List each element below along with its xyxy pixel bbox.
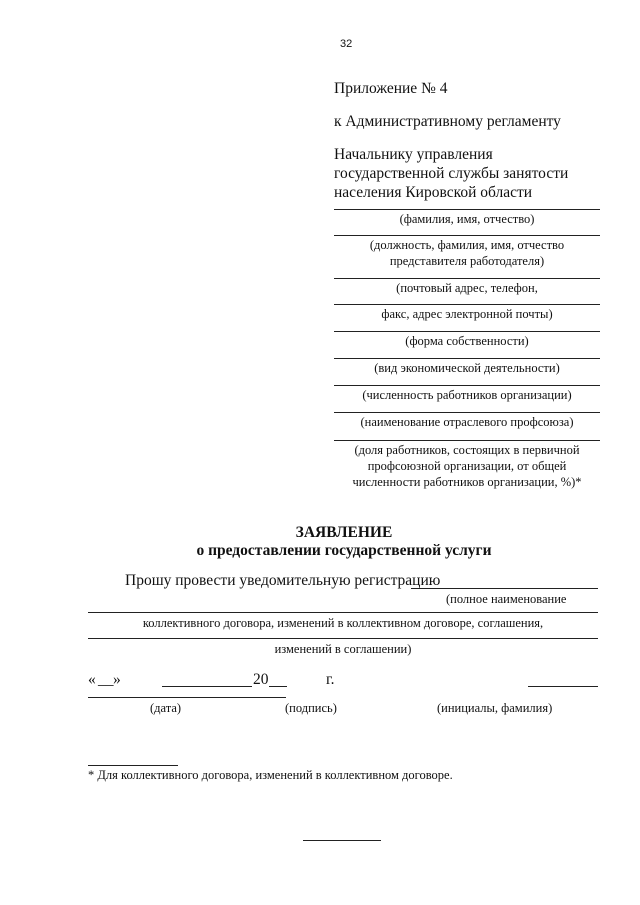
union-share-caption-2: профсоюзной организации, от общей: [367, 459, 567, 473]
union-share-caption-3: численности работников организации, %)*: [352, 475, 582, 489]
address-caption: (почтовый адрес, телефон,: [396, 281, 538, 295]
fax-email-line[interactable]: [334, 304, 600, 305]
date-quote-open: «: [88, 671, 96, 688]
appendix-label: Приложение № 4: [334, 80, 448, 97]
position-caption-1: (должность, фамилия, имя, отчество: [369, 238, 565, 252]
agreement-line-1[interactable]: [88, 612, 598, 613]
date-label: (дата): [150, 701, 182, 715]
request-text: Прошу провести уведомительную регистрацию: [125, 572, 441, 589]
request-name-line[interactable]: [411, 588, 598, 589]
headcount-line[interactable]: [334, 385, 600, 386]
union-name-line[interactable]: [334, 412, 600, 413]
union-share-caption-1: (доля работников, состоящих в первичной: [354, 443, 580, 457]
addressee-line-3: населения Кировской области: [334, 184, 533, 201]
signature-label: (подпись): [285, 701, 337, 715]
regulation-reference: к Административному регламенту: [334, 113, 561, 130]
request-hint-2: коллективного договора, изменений в коллективном договоре, соглашения,: [142, 616, 544, 630]
year-suffix: г.: [326, 671, 335, 688]
fax-email-caption: факс, адрес электронной почты): [381, 307, 553, 321]
footnote-text: * Для коллективного договора, изменений в коллективном договоре.: [88, 768, 453, 782]
ownership-caption: (форма собственности): [405, 334, 529, 348]
headcount-caption: (численность работников организации): [362, 388, 572, 402]
bottom-separator: [303, 840, 381, 841]
date-signature-line[interactable]: [88, 697, 286, 698]
union-name-caption: (наименование отраслевого профсоюза): [360, 415, 574, 429]
addressee-line-2: государственной службы занятости: [334, 165, 569, 182]
date-month-line[interactable]: [162, 686, 252, 687]
date-quote-close: »: [113, 671, 121, 688]
document-title: ЗАЯВЛЕНИЕ: [295, 524, 393, 541]
page-number: 32: [340, 38, 353, 50]
year-line[interactable]: [269, 686, 287, 687]
document-subtitle: о предоставлении государственной услуги: [196, 542, 492, 559]
initials-line[interactable]: [528, 686, 598, 687]
position-line[interactable]: [334, 235, 600, 236]
fio-line[interactable]: [334, 209, 600, 210]
position-caption-2: представителя работодателя): [389, 254, 545, 268]
request-hint-1: (полное наименование: [446, 592, 567, 606]
union-share-line[interactable]: [334, 440, 600, 441]
activity-caption: (вид экономической деятельности): [374, 361, 560, 375]
request-hint-3: изменений в соглашении): [274, 642, 412, 656]
addressee-line-1: Начальнику управления: [334, 146, 493, 163]
fio-caption: (фамилия, имя, отчество): [399, 212, 535, 226]
initials-label: (инициалы, фамилия): [437, 701, 553, 715]
year-prefix: 20: [253, 671, 269, 688]
date-day-blank[interactable]: __: [98, 671, 114, 688]
activity-line[interactable]: [334, 358, 600, 359]
agreement-line-2[interactable]: [88, 638, 598, 639]
footnote-separator: [88, 765, 178, 766]
ownership-line[interactable]: [334, 331, 600, 332]
address-line[interactable]: [334, 278, 600, 279]
